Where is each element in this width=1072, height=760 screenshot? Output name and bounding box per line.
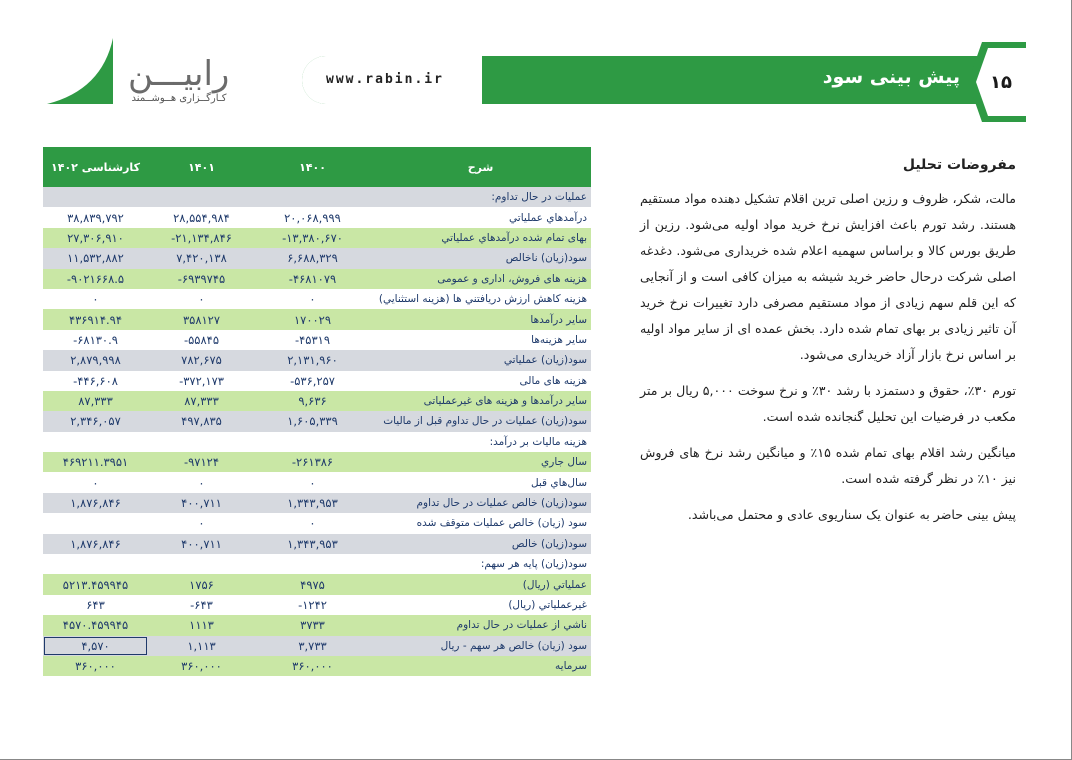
cell-1402: ۴۳۶۹۱۴.۹۴	[43, 309, 148, 329]
table-row	[43, 187, 591, 207]
table-row	[43, 615, 591, 635]
column-header-description: شرح	[370, 147, 591, 187]
cell-1400	[255, 187, 370, 207]
table-row	[43, 289, 591, 309]
cell-1401: ۷۸۲,۶۷۵	[148, 350, 255, 370]
cell-1401: -۵۵۸۴۵	[148, 330, 255, 350]
table-row	[43, 330, 591, 350]
cell-1401: ۱,۱۱۳	[148, 636, 255, 656]
cell-1400: -۴۶۸۱۰۷۹	[255, 269, 370, 289]
page-number: ۱۵	[990, 72, 1012, 93]
cell-1401: ۱۱۱۳	[148, 615, 255, 635]
cell-description: سال‌هاي قبل	[370, 472, 591, 492]
cell-1401: -۶۹۳۹۷۴۵	[148, 269, 255, 289]
table-row	[43, 228, 591, 248]
cell-1400: -۱۲۴۲	[255, 595, 370, 615]
cell-1402: ۵۲۱۳.۴۵۹۹۴۵	[43, 574, 148, 594]
table-header-row	[43, 147, 591, 187]
table-row	[43, 656, 591, 676]
cell-description: سال جاري	[370, 452, 591, 472]
cell-1401: ۴۰۰,۷۱۱	[148, 493, 255, 513]
cell-description: سود(زيان) پايه هر سهم:	[370, 554, 591, 574]
cell-1401: -۲۱,۱۳۴,۸۴۶	[148, 228, 255, 248]
cell-description: هزينه هاى مالى	[370, 371, 591, 391]
cell-description: هزينه کاهش ارزش دريافتني ها (هزينه استثنايي)	[370, 289, 591, 309]
cell-1400: ۰	[255, 513, 370, 533]
column-header-1401: ۱۴۰۱	[148, 147, 255, 187]
cell-1402: ۲,۳۴۶,۰۵۷	[43, 411, 148, 431]
cell-1402: ۲,۸۷۹,۹۹۸	[43, 350, 148, 370]
profit-forecast-table	[43, 147, 591, 676]
cell-1401: ۰	[148, 472, 255, 492]
table-row	[43, 411, 591, 431]
cell-1402: ۱,۸۷۶,۸۴۶	[43, 534, 148, 554]
cell-1401: -۶۴۳	[148, 595, 255, 615]
cell-1400: ۲۰,۰۶۸,۹۹۹	[255, 207, 370, 227]
cell-1402	[43, 554, 148, 574]
cell-1402: -۴۴۶,۶۰۸	[43, 371, 148, 391]
cell-description: هزينه ماليات بر درآمد:	[370, 432, 591, 452]
cell-1401: ۴۰۰,۷۱۱	[148, 534, 255, 554]
cell-description: ساير درآمدها و هزينه هاى غيرعملياتى	[370, 391, 591, 411]
cell-1401: ۲۸,۵۵۴,۹۸۴	[148, 207, 255, 227]
table-row	[43, 309, 591, 329]
cell-1402: ۴,۵۷۰	[43, 636, 148, 656]
cell-1402: ۰	[43, 472, 148, 492]
cell-1402: ۰	[43, 289, 148, 309]
cell-1400: -۵۳۶,۲۵۷	[255, 371, 370, 391]
cell-1402	[43, 513, 148, 533]
website-link[interactable]: www.rabin.ir	[326, 72, 444, 87]
cell-1402: ۱۱,۵۳۲,۸۸۲	[43, 248, 148, 268]
cell-1400: ۱,۳۴۳,۹۵۳	[255, 534, 370, 554]
cell-1400: ۳۷۳۳	[255, 615, 370, 635]
cell-1400: ۰	[255, 472, 370, 492]
cell-1401: ۳۵۸۱۲۷	[148, 309, 255, 329]
cell-1400: ۰	[255, 289, 370, 309]
cell-description: عملیات در حال تداوم:	[370, 187, 591, 207]
table-row	[43, 636, 591, 656]
table-row	[43, 595, 591, 615]
cell-description: سود (زيان) خالص هر سهم - ريال	[370, 636, 591, 656]
cell-description: سود(زيان) ناخالص	[370, 248, 591, 268]
table-row	[43, 493, 591, 513]
cell-1401: -۹۷۱۲۴	[148, 452, 255, 472]
cell-description: سود(زيان) عملياتي	[370, 350, 591, 370]
cell-1401	[148, 187, 255, 207]
analysis-heading: مفروضات تحلیل	[902, 157, 1016, 173]
cell-1401	[148, 554, 255, 574]
table-row	[43, 350, 591, 370]
table-row	[43, 248, 591, 268]
table-row	[43, 391, 591, 411]
cell-description: سرمايه	[370, 656, 591, 676]
column-header-1402: کارشناسی ۱۴۰۲	[43, 147, 148, 187]
cell-description: هزينه هاى فروش، ادارى و عمومى	[370, 269, 591, 289]
cell-1402: ۶۴۳	[43, 595, 148, 615]
cell-1401: ۴۹۷,۸۳۵	[148, 411, 255, 431]
cell-1402: -۶۸۱۳۰.۹	[43, 330, 148, 350]
cell-1400: ۴۹۷۵	[255, 574, 370, 594]
cell-1402: ۴۵۷۰.۴۵۹۹۴۵	[43, 615, 148, 635]
analysis-paragraph: تورم ۳۰٪، حقوق و دستمزد با رشد ۳۰٪ و نرخ سوخت ۵,۰۰۰ ریال بر متر مکعب در فرضیات این تحلیل گنجانده شده است.	[640, 383, 1016, 424]
cell-1400: ۹,۶۳۶	[255, 391, 370, 411]
table-row	[43, 269, 591, 289]
table-row	[43, 472, 591, 492]
cell-1400: ۳,۷۳۳	[255, 636, 370, 656]
cell-description: سود(زيان) عمليات در حال تداوم قبل از ماليات	[370, 411, 591, 431]
cell-1401: ۰	[148, 513, 255, 533]
brand-subtitle: کـارگــزاری هــوشــمند	[131, 93, 227, 104]
cell-1400: ۱,۶۰۵,۳۳۹	[255, 411, 370, 431]
cell-description: سود(زيان) خالص عمليات در حال تداوم	[370, 493, 591, 513]
cell-description: سود(زيان) خالص	[370, 534, 591, 554]
cell-1402: ۸۷,۳۳۳	[43, 391, 148, 411]
page-title: پیش بینی سود	[822, 66, 960, 88]
cell-description: درآمدهاي عملياتي	[370, 207, 591, 227]
cell-1400: -۱۳,۳۸۰,۶۷۰	[255, 228, 370, 248]
cell-1401: ۸۷,۳۳۳	[148, 391, 255, 411]
cell-1400	[255, 432, 370, 452]
table-row	[43, 513, 591, 533]
table-row	[43, 554, 591, 574]
analysis-paragraph: مالت، شکر، ظروف و رزین اصلی ترین اقلام تشکیل دهنده مواد مستقیم هستند. رشد تورم باعث افزایش نرخ خرید مواد اولیه می‌شود. رزین از طریق بورس کالا و براساس سهمیه اعلام شده خریداری می‌شود. دغدغه اصلی شرکت درحال حاضر خرید شیشه به میزان کافی است و از آنجایی که این قلم سهم زیادی از مواد مستقیم مصرفی دارد تغییرات نرخ خرید آن تاثیر زیادی بر بهای تمام شده دارد. بخش عمده ای از سایر مواد اولیه بر اساس نرخ بازار آزاد خریداری می‌شود.	[640, 191, 1016, 362]
cell-description: سود (زيان) خالص عمليات متوقف شده	[370, 513, 591, 533]
table-row	[43, 371, 591, 391]
cell-1400: ۶,۶۸۸,۳۲۹	[255, 248, 370, 268]
cell-description: غيرعملياتي (ريال)	[370, 595, 591, 615]
table-row	[43, 452, 591, 472]
cell-description: ناشي از عمليات در حال تداوم	[370, 615, 591, 635]
cell-1401: -۳۷۲,۱۷۳	[148, 371, 255, 391]
brand-name: رابیـــن	[128, 54, 230, 94]
cell-1402: ۲۷,۳۰۶,۹۱۰	[43, 228, 148, 248]
cell-1400	[255, 554, 370, 574]
cell-1401: ۳۶۰,۰۰۰	[148, 656, 255, 676]
table-row	[43, 534, 591, 554]
cell-1401	[148, 432, 255, 452]
analysis-paragraph: پیش بینی حاضر به عنوان یک سناریوی عادی و محتمل می‌باشد.	[687, 507, 1016, 522]
cell-1400: ۳۶۰,۰۰۰	[255, 656, 370, 676]
cell-description: ساير هزينه‌ها	[370, 330, 591, 350]
cell-1402: -۹۰۲۱۶۶۸.۵	[43, 269, 148, 289]
cell-1402: ۱,۸۷۶,۸۴۶	[43, 493, 148, 513]
table-row	[43, 574, 591, 594]
cell-1400: ۱۷۰۰۲۹	[255, 309, 370, 329]
cell-1402	[43, 187, 148, 207]
cell-1401: ۱۷۵۶	[148, 574, 255, 594]
table-row	[43, 207, 591, 227]
cell-description: بهاى تمام شده درآمدهاي عملياتي	[370, 228, 591, 248]
table-row	[43, 432, 591, 452]
logo-leaf-icon	[47, 38, 127, 108]
cell-1400: -۲۶۱۳۸۶	[255, 452, 370, 472]
cell-1401: ۰	[148, 289, 255, 309]
cell-1402: ۳۸,۸۳۹,۷۹۲	[43, 207, 148, 227]
analysis-section	[640, 152, 1016, 538]
cell-1400: ۱,۳۴۳,۹۵۳	[255, 493, 370, 513]
cell-1402: ۳۶۰,۰۰۰	[43, 656, 148, 676]
cell-description: عملياتي (ريال)	[370, 574, 591, 594]
cell-1400: -۴۵۳۱۹	[255, 330, 370, 350]
column-header-1400: ۱۴۰۰	[255, 147, 370, 187]
cell-1401: ۷,۴۲۰,۱۳۸	[148, 248, 255, 268]
cell-description: ساير درآمدها	[370, 309, 591, 329]
cell-1400: ۲,۱۳۱,۹۶۰	[255, 350, 370, 370]
cell-1402: ۴۶۹۲۱۱.۳۹۵۱	[43, 452, 148, 472]
analysis-paragraph: میانگین رشد اقلام بهای تمام شده ۱۵٪ و میانگین رشد نرخ های فروش نیز ۱۰٪ در نظر گرفته شده است.	[640, 445, 1017, 486]
cell-1402	[43, 432, 148, 452]
